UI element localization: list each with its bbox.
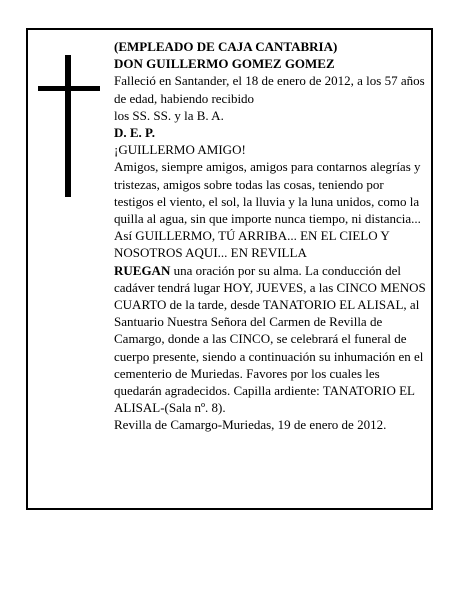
farewell-line: Así GUILLERMO, TÚ ARRIBA... EN EL CIELO Y NOSOTROS AQUI... EN REVILLA	[114, 228, 390, 261]
sacraments-line: los SS. SS. y la B. A.	[114, 107, 224, 123]
header-employer: (EMPLEADO DE CAJA CANTABRIA)	[114, 39, 338, 54]
greeting-line: ¡GUILLERMO AMIGO!	[114, 142, 246, 158]
ceremony-paragraph	[114, 262, 426, 417]
cross-horizontal-bar	[38, 86, 100, 91]
deceased-name: DON GUILLERMO GOMEZ GOMEZ	[114, 56, 335, 72]
cross-vertical-bar	[65, 55, 71, 197]
cross-icon	[38, 55, 100, 197]
death-info: Falleció en Santander, el 18 de enero de 2012, a los 57 años de edad, habiendo recibido	[114, 73, 425, 106]
ceremony-details: una oración por su alma. La conducción del cadáver tendrá lugar HOY, JUEVES, a las CINCO MENOS CUARTO de la tarde, desde TANATORIO EL ALISAL, al Santuario Nuestra Señora del Carmen de Revilla de Camargo, donde a las CINCO, se celebrará el funeral de cuerpo presente, siendo a continuación su inhumación en el cementerio de Muriedas. Favores por los cuales les quedarán agradecidos. Capilla ardiente: TANATORIO EL ALISAL-(Sala nº. 8).	[114, 262, 426, 416]
tribute-paragraph: Amigos, siempre amigos, amigos para contarnos alegrías y tristezas, amigos sobre todas las cosas, teniendo por testigos el viento, el sol, la lluvia y la luna unidos, como la quilla al agua, sin que importe nunca tiempo, ni distancia...	[114, 159, 421, 227]
place-date-line: Revilla de Camargo-Muriedas, 19 de enero de 2012.	[114, 417, 387, 433]
ruegan-word: RUEGAN	[114, 262, 171, 278]
dep-line: D. E. P.	[114, 125, 156, 141]
obituary-text	[114, 38, 426, 434]
